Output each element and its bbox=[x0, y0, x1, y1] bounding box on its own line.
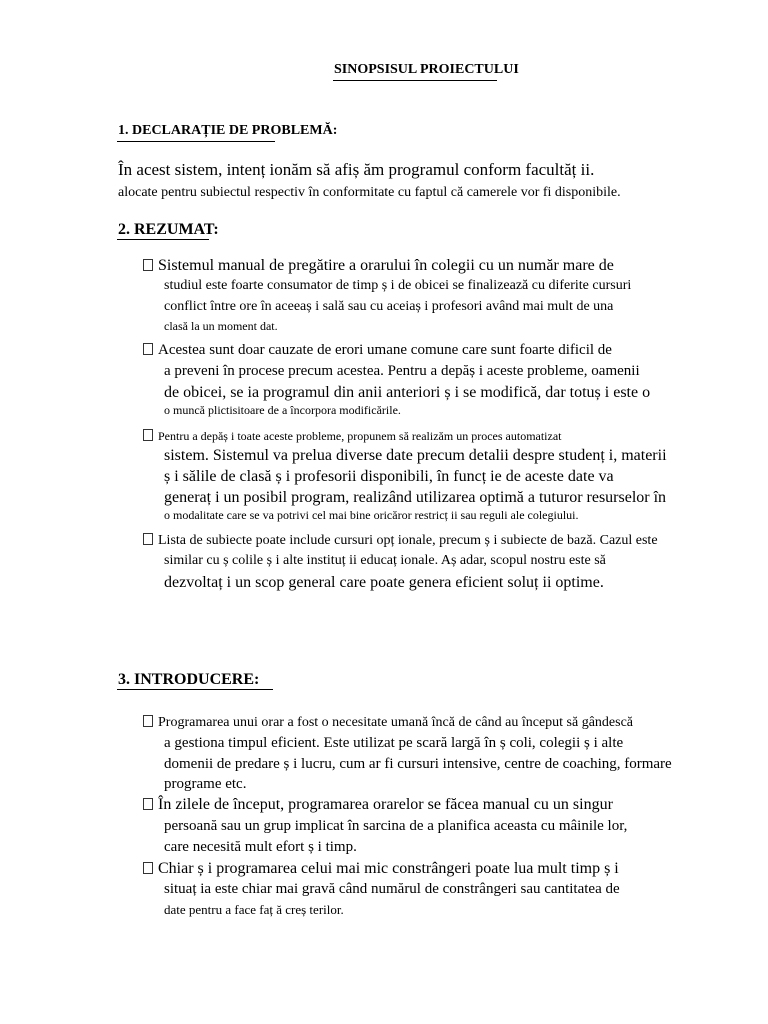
checkbox-icon bbox=[143, 429, 153, 441]
section-2-heading: 2. REZUMAT: bbox=[118, 221, 219, 238]
list-item-line: a preveni în procese precum acestea. Pentru a depăș i aceste probleme, oamenii bbox=[164, 363, 640, 379]
section-2-underline bbox=[117, 239, 209, 240]
checkbox-icon bbox=[143, 259, 153, 271]
list-item-line: de obicei, se ia programul din anii anteriori ș i se modifică, dar totuș i este o bbox=[164, 384, 651, 401]
checkbox-icon bbox=[143, 343, 153, 355]
title-underline bbox=[333, 80, 497, 81]
list-item: Sistemul manual de pregătire a orarului în colegii cu un număr mare de bbox=[143, 258, 614, 274]
list-item-line: situaț ia este chiar mai gravă când numărul de constrângeri sau cantitatea de bbox=[164, 881, 620, 897]
list-item-line: generaț i un posibil program, realizând utilizarea optimă a tuturor resurselor în bbox=[164, 489, 667, 506]
section-1-line: În acest sistem, intenț ionăm să afiș ăm programul conform facultăț ii. bbox=[118, 160, 595, 179]
checkbox-icon bbox=[143, 798, 153, 810]
list-item-line: domenii de predare ș i lucru, cum ar fi cursuri intensive, centre de coaching, formare bbox=[164, 756, 672, 772]
section-1-underline bbox=[117, 141, 275, 142]
section-1-heading: 1. DECLARAȚIE DE PROBLEMĂ: bbox=[118, 123, 338, 138]
list-item-line: similar cu ș colile ș i alte instituț ii educaț ionale. Aș adar, scopul nostru este să bbox=[164, 553, 606, 568]
list-item-line: conflict între ore în aceeaș i sală sau cu aceiaș i profesori având mai mult de una bbox=[164, 299, 614, 314]
list-item-line: dezvoltaț i un scop general care poate genera eficient soluț ii optime. bbox=[164, 574, 604, 591]
list-item: În zilele de început, programarea orarelor se făcea manual cu un singur bbox=[143, 797, 613, 813]
list-item-line: a gestiona timpul eficient. Este utilizat pe scară largă în ș coli, colegii ș i alte bbox=[164, 735, 624, 751]
checkbox-icon bbox=[143, 533, 153, 545]
list-item: Lista de subiecte poate include cursuri opț ionale, precum ș i subiecte de bază. Cazul este bbox=[143, 533, 658, 548]
list-item-line: sistem. Sistemul va prelua diverse date precum detalii despre studenț i, materii bbox=[164, 447, 667, 464]
list-item-line: programe etc. bbox=[164, 776, 247, 792]
list-item-line: persoană sau un grup implicat în sarcina de a planifica aceasta cu mâinile lor, bbox=[164, 818, 628, 834]
section-3-underline bbox=[117, 689, 273, 690]
checkbox-icon bbox=[143, 862, 153, 874]
list-item: Pentru a depăș i toate aceste probleme, propunem să realizăm un proces automatizat bbox=[143, 429, 562, 442]
list-item: Chiar ș i programarea celui mai mic constrângeri poate lua mult timp ș i bbox=[143, 861, 619, 877]
list-item-line: o modalitate care se va potrivi cel mai bine oricăror restricț ii sau reguli ale colegiului. bbox=[164, 508, 579, 522]
list-item-line: studiul este foarte consumator de timp ș i de obicei se finalizează cu diferite cursuri bbox=[164, 278, 632, 293]
list-item-line: care necesită mult efort ș i timp. bbox=[164, 839, 357, 855]
checkbox-icon bbox=[143, 715, 153, 727]
section-1-line: alocate pentru subiectul respectiv în conformitate cu faptul că camerele vor fi disponibile. bbox=[118, 185, 621, 200]
list-item-line: o muncă plictisitoare de a încorpora modificările. bbox=[164, 403, 401, 417]
list-item-line: date pentru a face faț ă creș terilor. bbox=[164, 902, 344, 917]
list-item-line: clasă la un moment dat. bbox=[164, 319, 278, 333]
section-3-heading: 3. INTRODUCERE: bbox=[118, 671, 260, 688]
list-item: Programarea unui orar a fost o necesitate umană încă de când au început să gândescă bbox=[143, 715, 633, 730]
document-title: SINOPSISUL PROIECTULUI bbox=[334, 62, 519, 77]
list-item: Acestea sunt doar cauzate de erori umane comune care sunt foarte dificil de bbox=[143, 343, 612, 358]
list-item-line: ș i sălile de clasă ș i profesorii disponibili, în funcț ie de aceste date va bbox=[164, 468, 614, 485]
